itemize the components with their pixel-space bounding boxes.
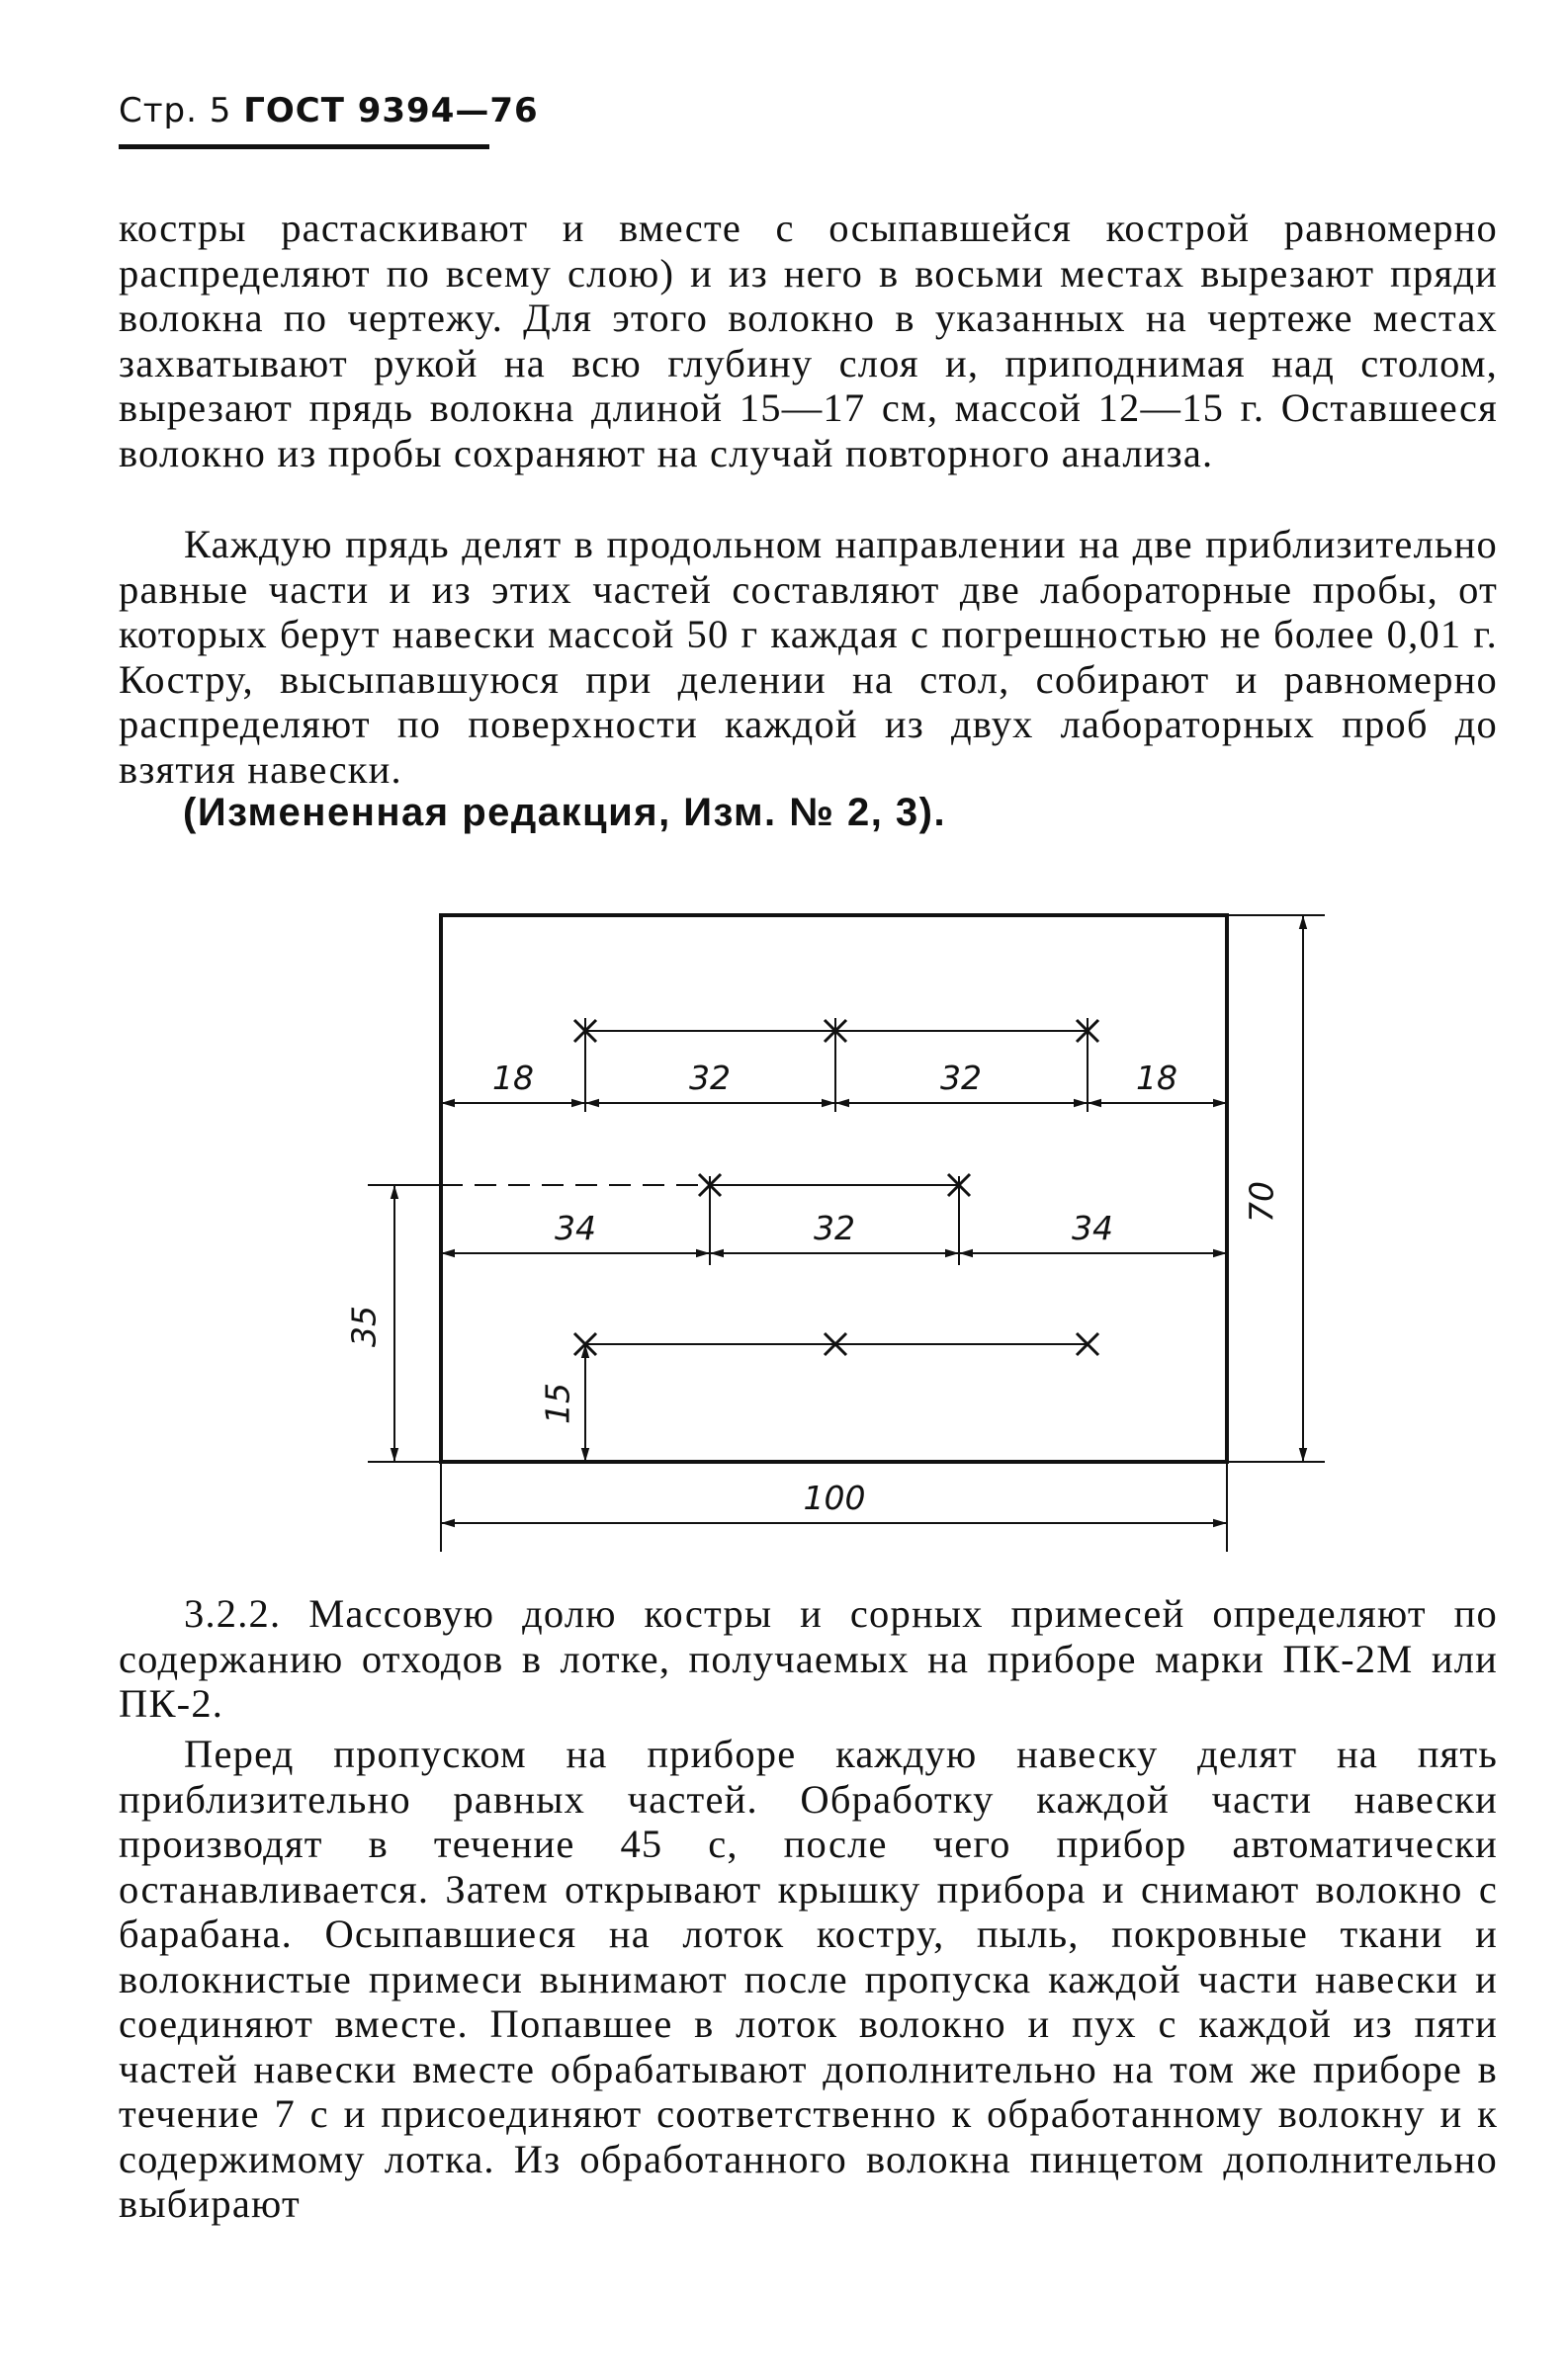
standard-number: ГОСТ 9394—76	[243, 91, 539, 130]
dim-row2-a: 34	[555, 1209, 596, 1247]
paragraph-2: Каждую прядь делят в продольном направлении на две приблизительно равные части и из этих частей составляют две лабораторные пробы, от которых берут навески массой 50 г каждая с погрешностью не более 0,01 г. Костру, высыпавшуюся при делении на стол, собирают и равномерно распределяют по поверхности каждой из двух лабораторных проб до взятия навески.	[119, 522, 1498, 792]
dim-row2-b: 32	[814, 1209, 855, 1247]
dim-row1-d: 18	[1136, 1059, 1177, 1097]
paragraph-3: 3.2.2. Массовую долю костры и сорных примесей определяют по содержанию отходов в лотке, получаемых на приборе марки ПК-2М или ПК-2.	[119, 1591, 1498, 1726]
dim-row1-b: 32	[689, 1059, 731, 1097]
dim-row1-a: 18	[492, 1059, 534, 1097]
dim-row1-c: 32	[940, 1059, 982, 1097]
dim-offset-left: 35	[344, 1306, 384, 1347]
paragraph-1: костры растаскивают и вместе с осыпавшейся кострой равномерно распределяют по всему слою) и из него в восьми местах вырезают пряди волокна по чертежу. Для этого волокно в указанных на чертеже местах захватывают рукой на всю глубину слоя и, приподнимая над столом, вырезают прядь волокна длиной 15—17 см, массой 12—15 г. Оставшееся волокно из пробы сохраняют на случай повторного анализа.	[119, 206, 1498, 475]
layer-outline	[441, 915, 1227, 1462]
dim-height: 70	[1242, 1181, 1281, 1223]
paragraph-4: Перед пропуском на приборе каждую навеску делят на пять приблизительно равных частей. Обработку каждой части навески производят в течение 45 с, после чего прибор автоматически останавливается. Затем открывают крышку прибора и снимают волокно с барабана. Осыпавшиеся на лоток костру, пыль, покровные ткани и волокнистые примеси вынимают после пропуска каждой части навески и соединяют вместе. Попавшее в лоток волокно и пух с каждой из пяти частей навески вместе обрабатывают дополнительно на том же приборе в течение 7 с и присоединяют соответственно к обработанному волокну и к содержимому лотка. Из обработанного волокна пинцетом дополнительно выбирают	[119, 1732, 1498, 2226]
dim-width: 100	[803, 1479, 866, 1517]
dim-offset-bottom: 15	[538, 1383, 577, 1424]
amendment-note: (Измененная редакция, Изм. № 2, 3).	[183, 791, 947, 834]
page-number: Стр. 5	[119, 91, 232, 130]
dim-row2-c: 34	[1072, 1209, 1113, 1247]
